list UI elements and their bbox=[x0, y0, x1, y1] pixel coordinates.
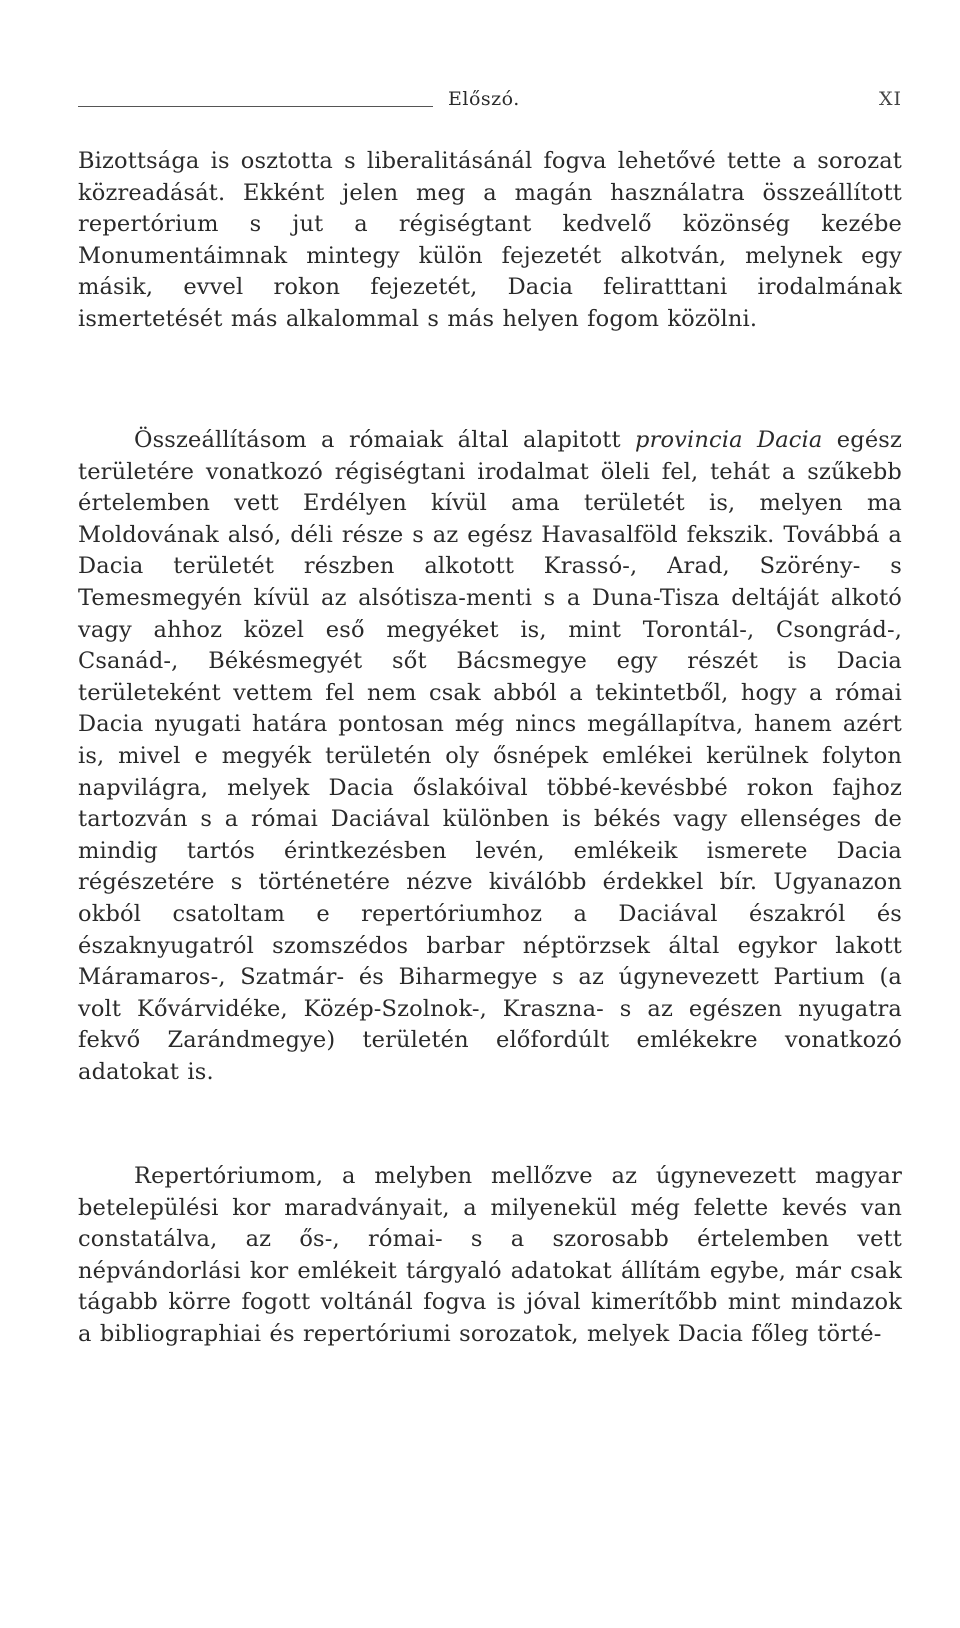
paragraph-3: Repertóriumom, a melyben mellőzve az úgynevezett magyar betelepülési kor maradványait, a milyenekül még felette kevés van constatálva, az ős-, római- s a szorosabb értelemben vett népvándorlási kor emlékeit tárgyaló adatokat állítám egybe, már csak tágabb körre fogott voltánál fogva is jóval kimerítőbb mint mindazok a bibliographiai és repertóriumi sorozatok, melyek Dacia főleg törté- bbox=[78, 1163, 902, 1347]
paragraph-1: Bizottsága is osztotta s liberalitásánál fogva lehetővé tette a sorozat közreadását. Ekként jelen meg a magán használatra összeállított repertórium s jut a régiségtant kedvelő közönség kezébe Monumentáimnak mintegy külön fejezetét alkotván, melynek egy másik, evvel rokon fejezetét, Dacia feliratttani irodalmának ismertetését más alkalommal s más helyen fogom közölni. bbox=[78, 148, 902, 332]
page-number: XI bbox=[878, 88, 902, 110]
paragraph-2-text-before: Összeállításom a rómaiak által alapitott bbox=[134, 427, 636, 453]
paragraph-2-text-after: egész területére vonatkozó régiségtani irodalmat öleli fel, tehát a szűkebb értelemben vett Erdélyen kívül ama területét is, melyen ma Moldovának alsó, déli része s az egész Havasalföld fekszik. Továbbá a Dacia területét részben alkotott Krassó-, Arad, Szörény- s Temesmegyén kívül az alsótisza-menti s a Duna-Tisza deltáját alkotó vagy ahhoz közel eső megyéket is, mint Torontál-, Csongrád-, Csanád-, Békésmegyét sőt Bácsmegye egy részét is Dacia területeként vettem fel nem csak abból a tekintetből, hogy a római Dacia nyugati határa pontosan még nincs megállapítva, hanem azért is, mivel e megyék területén oly ősnépek emlékei kerülnek folyton napvilágra, melyek Dacia őslakóival többé-kevésbbé rokon fajhoz tartozván s a római Daciával különben is békés vagy ellenséges de mindig tartós érintkezésben levén, emlékeik ismerete Dacia régészetére s történetére nézve kiválóbb érdekkel bír. Ugyanazon okból csatoltam e repertóriumhoz a Daciával északról és északnyugatról szomszédos barbar néptörzsek által egykor lakott Máramaros-, Szatmár- és Biharmegye s az úgynevezett Partium (a volt Kővárvidéke, Közép-Szolnok-, Kraszna- s az egészen nyugatra fekvő Zarándmegye) területén előfordúlt emlékekre vonatkozó adatokat is. bbox=[78, 427, 902, 1085]
header-rule bbox=[78, 106, 433, 107]
running-head bbox=[78, 88, 902, 112]
chapter-title: Előszó. bbox=[448, 88, 520, 110]
paragraph-2 bbox=[78, 425, 902, 1088]
paragraph-2-italic-term: provincia Dacia bbox=[635, 427, 823, 453]
